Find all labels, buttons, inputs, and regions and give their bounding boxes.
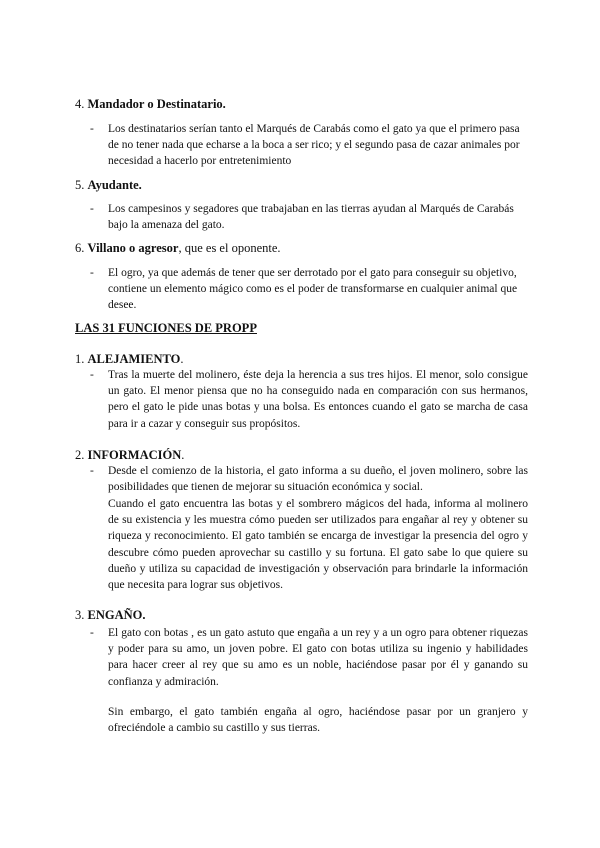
bullet-dash: - <box>90 465 94 477</box>
heading-mandador <box>75 96 226 112</box>
heading-number: 2. <box>75 448 85 462</box>
bullet-dash: - <box>90 627 94 639</box>
heading-alejamiento <box>75 351 183 367</box>
heading-number: 4. <box>75 97 85 111</box>
bullet-dash: - <box>90 203 94 215</box>
paragraph-alejamiento: Tras la muerte del molinero, éste deja la herencia a sus tres hijos. El menor, solo consigue un gato. El menor piensa que no ha conseguido nada en comparación con sus hermanos, pero el gato le pide unas botas y una bolsa. Es entonces cuando el gato se marcha de casa para ir a cazar y conseguir sus propósitos. <box>108 369 528 430</box>
paragraph-ayudante: Los campesinos y segadores que trabajaban en las tierras ayudan al Marqués de Carabás bajo la amenaza del gato. <box>108 203 514 232</box>
paragraph-villano: El ogro, ya que además de tener que ser derrotado por el gato para conseguir su objetivo, contiene un elemento mágico como es el poder de transformarse en cualquier animal que desee. <box>108 267 518 312</box>
heading-villano <box>75 240 281 256</box>
heading-informacion <box>75 447 184 463</box>
bullet-dash: - <box>90 369 94 381</box>
paragraph-mandador: Los destinatarios serían tanto el Marqués de Carabás como el gato ya que el primero pasa de no tener nada que echarse a la boca a ser rico; y el segundo pasa de cazar animales por necesidad a hacerlo por entretenimiento <box>108 123 520 168</box>
bullet-dash: - <box>90 123 94 135</box>
heading-number: 3. <box>75 608 85 622</box>
paragraph-informacion-a: Desde el comienzo de la historia, el gato informa a su dueño, el joven molinero, sobre las posibilidades que tienen de mejorar su situación económica y social. <box>108 465 528 494</box>
paragraph-informacion-b: Cuando el gato encuentra las botas y el sombrero mágicos del hada, informa al molinero de su existencia y les muestra cómo pueden ser utilizados para engañar al rey y obtener su riqueza y reconocimiento. El gato también se encarga de investigar la presencia del ogro y descubre cómo pueden aprovechar su castillo y su fortuna. El gato sabe lo que quiere su dueño y utiliza su capacidad de investigación y observación para brindarle la información que necesita para lograr sus objetivos. <box>108 498 528 592</box>
heading-title: Villano o agresor <box>87 241 179 255</box>
heading-suffix: , que es el oponente. <box>178 241 281 255</box>
heading-title: Ayudante. <box>87 178 142 192</box>
heading-suffix: . <box>181 448 185 462</box>
heading-number: 5. <box>75 178 85 192</box>
heading-engano <box>75 607 146 623</box>
heading-title: INFORMACIÓN <box>87 448 182 462</box>
section-title-propp: LAS 31 FUNCIONES DE PROPP <box>75 321 257 335</box>
heading-title: Mandador o Destinatario. <box>87 97 226 111</box>
paragraph-engano-a: El gato con botas , es un gato astuto que engaña a un rey y a un ogro para obtener riquezas y poder para su amo, un joven pobre. El gato con botas utiliza su ingenio y habilidades para hacer creer al rey que su amo es un noble, haciéndose pasar por él y ganando su confianza y admiración. <box>108 627 528 688</box>
heading-number: 6. <box>75 241 85 255</box>
heading-number: 1. <box>75 352 85 366</box>
heading-ayudante <box>75 177 142 193</box>
paragraph-engano-b: Sin embargo, el gato también engaña al ogro, haciéndose pasar por un granjero y ofreciéndole a cambio su castillo y sus tierras. <box>108 706 528 735</box>
heading-title: ENGAÑO. <box>87 608 146 622</box>
heading-suffix: . <box>180 352 184 366</box>
heading-title: ALEJAMIENTO <box>87 352 181 366</box>
bullet-dash: - <box>90 267 94 279</box>
